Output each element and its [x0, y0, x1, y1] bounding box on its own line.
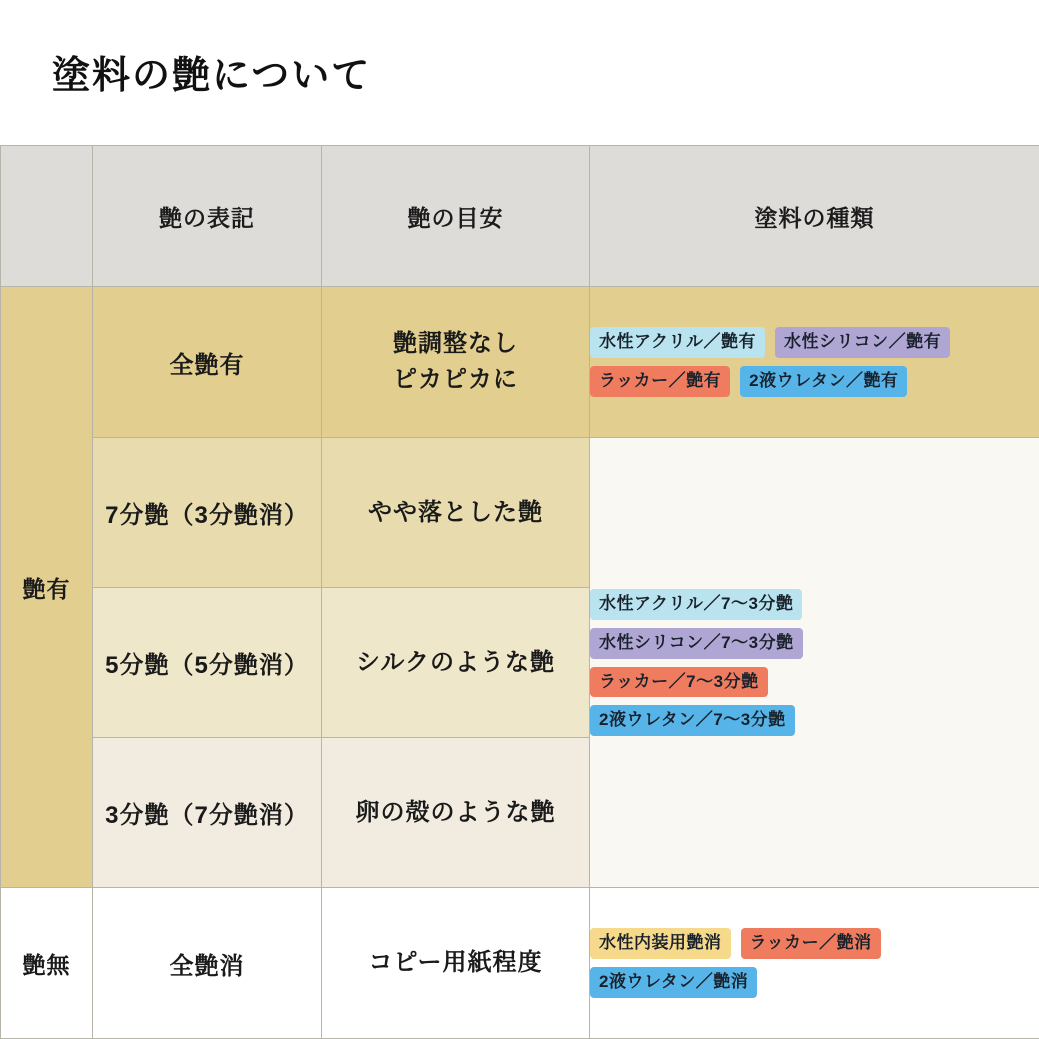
row-guide	[322, 588, 590, 738]
chip-group	[590, 589, 1039, 735]
paint-chip: 2液ウレタン／7〜3分艶	[590, 705, 795, 736]
paint-chip: 水性シリコン／艶有	[775, 327, 950, 358]
row-guide-line1: シルクのような艶	[356, 648, 555, 676]
paint-chip: 水性内装用艶消	[590, 928, 731, 959]
chip-group	[590, 928, 1039, 997]
row-label: 全艶消	[93, 888, 322, 1039]
chip-group	[590, 327, 1039, 396]
header-cell-guide: 艶の目安	[322, 146, 590, 287]
row-types	[590, 287, 1039, 438]
paint-chip: ラッカー／艶消	[741, 928, 881, 959]
table-header-row	[1, 146, 1039, 287]
header-cell-mark	[1, 146, 93, 287]
row-label: 7分艶（3分艶消）	[93, 438, 322, 588]
header-cell-label: 艶の表記	[93, 146, 322, 287]
row-guide-line1: 卵の殻のような艶	[355, 798, 556, 826]
row-label: 5分艶（5分艶消）	[93, 588, 322, 738]
row-mark-matte: 艶無	[1, 888, 93, 1039]
row-guide	[322, 888, 590, 1039]
paint-chip: 2液ウレタン／艶消	[590, 967, 757, 998]
paint-chip: 水性アクリル／艶有	[590, 327, 765, 358]
paint-chip: 2液ウレタン／艶有	[740, 366, 907, 397]
row-types	[590, 438, 1039, 888]
paint-chip: 水性アクリル／7〜3分艶	[590, 589, 802, 620]
page-title: 塗料の艶について	[52, 55, 372, 97]
row-label: 3分艶（7分艶消）	[93, 738, 322, 888]
paint-chip: ラッカー／艶有	[590, 366, 730, 397]
row-guide-line2: ピカピカに	[393, 366, 518, 393]
paint-chip: 水性シリコン／7〜3分艶	[590, 628, 803, 659]
paint-chip: ラッカー／7〜3分艶	[590, 667, 768, 698]
row-mark-gloss: 艶有	[1, 287, 93, 888]
row-guide	[322, 287, 590, 438]
table-row	[1, 287, 1039, 438]
table-row	[1, 438, 1039, 588]
table-row	[1, 888, 1039, 1039]
gloss-table	[0, 145, 1039, 1039]
row-types	[590, 888, 1039, 1039]
row-guide	[322, 738, 590, 888]
row-label: 全艶有	[93, 287, 322, 438]
row-guide	[322, 438, 590, 588]
row-guide-line1: コピー用紙程度	[368, 949, 543, 976]
header-cell-types: 塗料の種類	[590, 146, 1039, 287]
row-guide-line1: 艶調整なし	[393, 330, 518, 357]
row-guide-line1: やや落とした艶	[368, 498, 543, 526]
